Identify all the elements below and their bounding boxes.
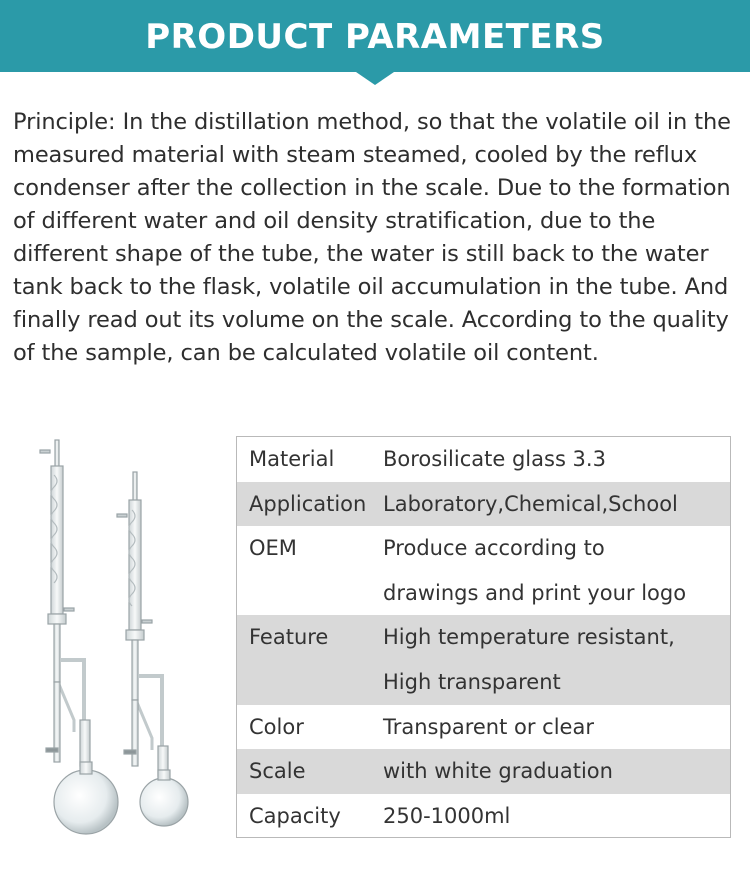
spec-label: Material — [249, 447, 335, 471]
spec-value: drawings and print your logo — [383, 580, 687, 605]
spec-value: Transparent or clear — [383, 714, 594, 739]
spec-row — [237, 749, 730, 794]
spec-row — [237, 615, 730, 704]
spec-value: Laboratory,Chemical,School — [383, 491, 678, 516]
spec-label: OEM — [249, 536, 297, 561]
spec-value: Borosilicate glass 3.3 — [383, 447, 606, 471]
page-title: PRODUCT PARAMETERS — [145, 17, 605, 57]
specs-table — [236, 436, 731, 838]
spec-row — [237, 705, 730, 750]
spec-value: High temperature resistant, — [383, 625, 675, 650]
spec-row — [237, 526, 730, 615]
spec-value: with white graduation — [383, 759, 613, 784]
spec-value: 250-1000ml — [383, 803, 511, 828]
spec-row — [237, 437, 730, 482]
principle-text: Principle: In the distillation method, so that the volatile oil in the measured material with steam steamed, cooled by the reflux condenser after the collection in the scale. Due to the formation of different water and oil density stratification, due to the different shape of the tube, the water is still back to the water tank back to the flask, volatile oil accumulation in the tube. And finally read out its volume on the scale. According to the quality of the sample, can be calculated volatile oil content. — [13, 109, 731, 366]
spec-label: Scale — [249, 759, 306, 784]
spec-label: Application — [249, 491, 367, 516]
spec-label: Feature — [249, 625, 329, 650]
spec-label: Capacity — [249, 803, 341, 828]
spec-row — [237, 482, 730, 527]
header-notch — [356, 72, 394, 85]
spec-value: High transparent — [383, 669, 561, 694]
volatile-oil-distillation-apparatus-icon — [0, 430, 230, 840]
spec-value: Produce according to — [383, 536, 605, 561]
spec-row — [237, 794, 730, 839]
spec-label: Color — [249, 714, 304, 739]
